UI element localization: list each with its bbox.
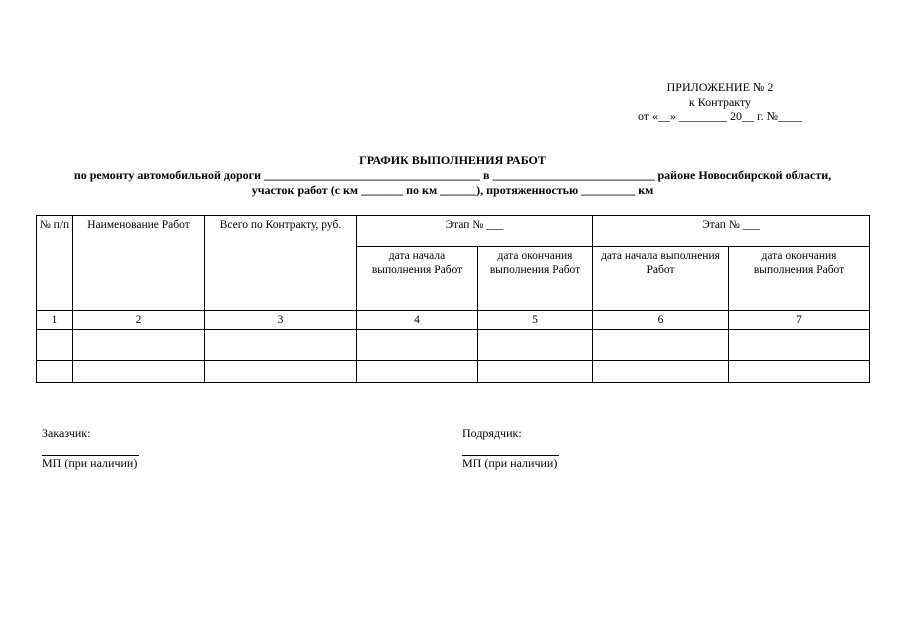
appendix-contract-ref: к Контракту (688, 94, 752, 109)
contractor-signature-line (462, 441, 559, 456)
header-start-2: дата начала выполнения Работ (593, 247, 729, 311)
title-road-line: по ремонту автомобильной дороги ____________________________________ в ___________________________ районе Новосибирской области, (73, 168, 832, 182)
customer-stamp-note: МП (при наличии) (42, 456, 138, 470)
table-cell[interactable] (593, 361, 729, 383)
column-number: 4 (357, 311, 478, 330)
header-row-1 (37, 216, 870, 247)
contractor-signature (462, 426, 559, 471)
header-end-1: дата окончания выполнения Работ (478, 247, 593, 311)
table-cell[interactable] (37, 330, 73, 361)
table-cell[interactable] (729, 361, 870, 383)
table-cell[interactable] (593, 330, 729, 361)
table-cell[interactable] (357, 330, 478, 361)
title-heading: ГРАФИК ВЫПОЛНЕНИЯ РАБОТ (359, 153, 546, 167)
header-total: Всего по Контракту, руб. (205, 216, 357, 311)
customer-label: Заказчик: (42, 426, 91, 440)
header-stage-2: Этап № ___ (593, 216, 870, 247)
table-cell[interactable] (478, 361, 593, 383)
column-number: 7 (729, 311, 870, 330)
title-section-line: участок работ (с км _______ по км ______), протяженностью _________ км (251, 183, 654, 197)
table-cell[interactable] (729, 330, 870, 361)
column-number: 2 (73, 311, 205, 330)
document-title (0, 153, 905, 198)
column-number: 6 (593, 311, 729, 330)
table-cell[interactable] (37, 361, 73, 383)
appendix-contract-date: от «__» ________ 20__ г. №____ (637, 109, 803, 123)
column-number-row (37, 311, 870, 330)
contractor-stamp-note: МП (при наличии) (462, 456, 558, 470)
table-row (37, 361, 870, 383)
appendix-number: ПРИЛОЖЕНИЕ № 2 (666, 80, 774, 94)
table-cell[interactable] (73, 330, 205, 361)
schedule-table (36, 215, 870, 383)
header-stage-1: Этап № ___ (357, 216, 593, 247)
table-cell[interactable] (357, 361, 478, 383)
header-name: Наименование Работ (73, 216, 205, 311)
customer-signature-line (42, 441, 139, 456)
customer-signature (42, 426, 139, 471)
column-number: 1 (37, 311, 73, 330)
table-row (37, 330, 870, 361)
header-start-1: дата начала выполнения Работ (357, 247, 478, 311)
header-end-2: дата окончания выполнения Работ (729, 247, 870, 311)
column-number: 5 (478, 311, 593, 330)
column-number: 3 (205, 311, 357, 330)
table-cell[interactable] (205, 361, 357, 383)
table-cell[interactable] (205, 330, 357, 361)
contractor-label: Подрядчик: (462, 426, 522, 440)
appendix-header (600, 80, 840, 124)
header-num: № п/п (37, 216, 73, 311)
table-cell[interactable] (73, 361, 205, 383)
table-cell[interactable] (478, 330, 593, 361)
